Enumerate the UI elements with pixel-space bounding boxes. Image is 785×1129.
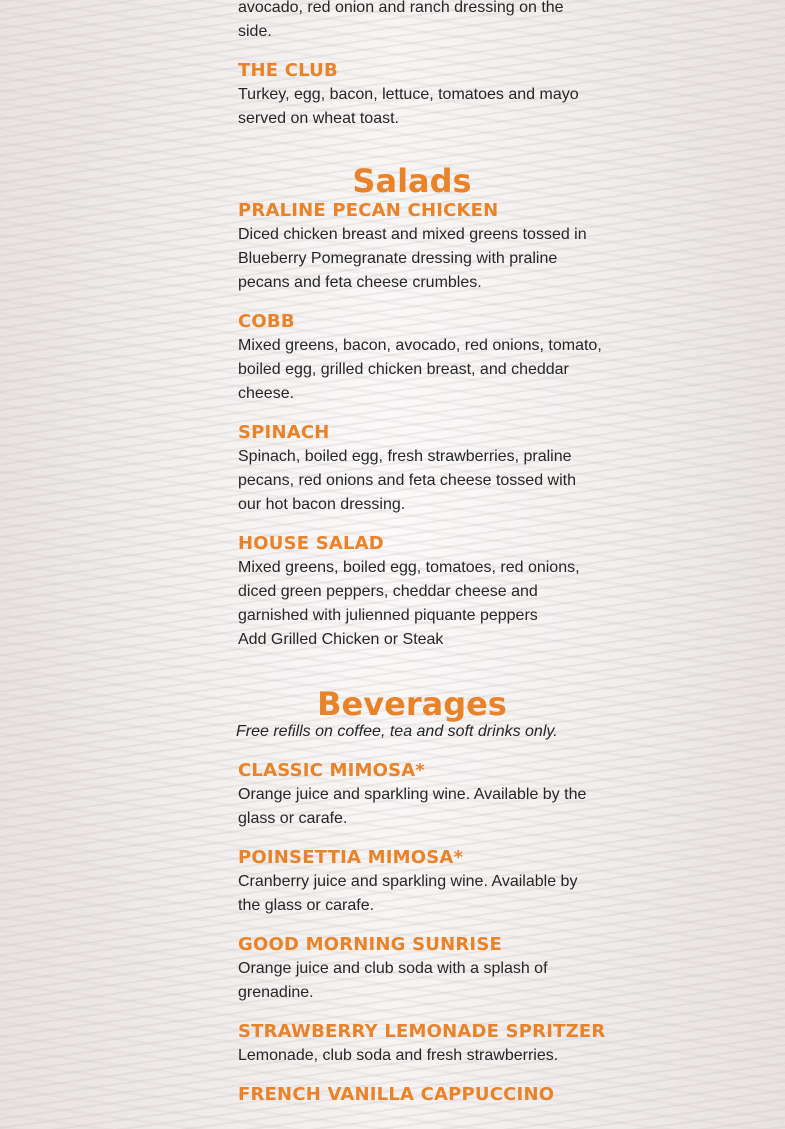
menu-content [238,0,628,1122]
menu-item-classic-mimosa [238,759,628,831]
item-description: Lemonade, club soda and fresh strawberries. [238,1047,559,1064]
section-heading-salads: Salads [352,162,472,200]
menu-item-good-morning-sunrise [238,933,628,1005]
item-description: Cranberry juice and sparkling wine. Available by the glass or carafe. [238,873,578,914]
item-title: SPINACH [238,422,330,443]
item-title: COBB [238,311,295,332]
menu-item-house-salad [238,532,628,652]
section-heading-beverages: Beverages [317,685,507,723]
menu-item-spinach [238,421,628,517]
beverages-note: Free refills on coffee, tea and soft drinks only. [236,723,558,740]
menu-item-cobb [238,310,628,406]
item-title: THE CLUB [238,60,338,81]
menu-item-french-vanilla-cappuccino [238,1083,628,1107]
menu-item-strawberry-lemonade-spritzer [238,1020,628,1068]
item-description: Turkey, egg, bacon, lettuce, tomatoes and mayo served on wheat toast. [238,86,579,127]
item-description: Orange juice and sparkling wine. Available by the glass or carafe. [238,786,587,827]
item-description: Mixed greens, boiled egg, tomatoes, red onions, diced green peppers, cheddar cheese and garnished with julienned piquante peppers Add Grilled Chicken or Steak [238,559,580,648]
item-description: Orange juice and club soda with a splash of grenadine. [238,960,548,1001]
menu-item-top-fragment [238,0,628,44]
item-description: avocado, red onion and ranch dressing on the side. [238,0,564,40]
menu-item-poinsettia-mimosa [238,846,628,918]
menu-item-praline-pecan-chicken [238,199,628,295]
menu-item-the-club [238,59,628,131]
item-title: CLASSIC MIMOSA* [238,760,426,781]
item-title: PRALINE PECAN CHICKEN [238,200,499,221]
item-description: Diced chicken breast and mixed greens tossed in Blueberry Pomegranate dressing with praline pecans and feta cheese crumbles. [238,226,587,291]
item-title: POINSETTIA MIMOSA* [238,847,464,868]
item-description: Mixed greens, bacon, avocado, red onions, tomato, boiled egg, grilled chicken breast, and cheddar cheese. [238,337,602,402]
item-title: HOUSE SALAD [238,533,384,554]
item-description: Spinach, boiled egg, fresh strawberries, praline pecans, red onions and feta cheese tossed with our hot bacon dressing. [238,448,576,513]
item-title: GOOD MORNING SUNRISE [238,934,502,955]
item-title: STRAWBERRY LEMONADE SPRITZER [238,1021,606,1042]
item-title: FRENCH VANILLA CAPPUCCINO [238,1084,555,1105]
